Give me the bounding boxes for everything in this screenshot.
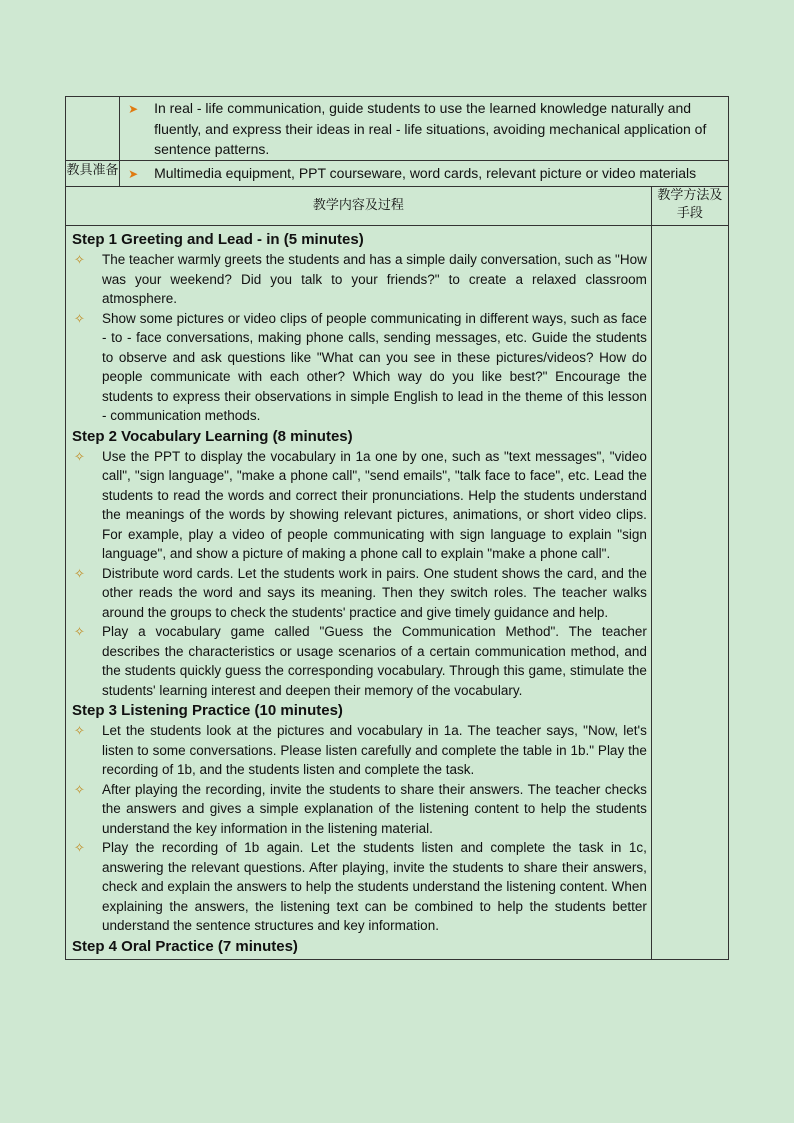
step-title: Step 3 Listening Practice (10 minutes): [72, 702, 343, 719]
step-item-text: Show some pictures or video clips of people communicating in different ways, such as face - to - face conversations, making phone calls, sending messages, etc. Guide the students to observe and ask questions like "What can you see in these pictures/videos? How do people communicate with each other? Which way do you like best?" Encourage the students to express their observations in simple English to lead in the theme of this lesson - communication methods.: [102, 310, 647, 423]
table-header-row: [66, 187, 729, 226]
star-bullet-icon: ✧: [74, 624, 85, 639]
step-item-text: Distribute word cards. Let the students work in pairs. One student shows the card, and the other reads the word and says its meaning. Then they switch roles. The teacher walks around the groups to check the students' practice and give timely guidance and help.: [102, 565, 647, 620]
step-list-item: [72, 447, 647, 564]
materials-label: 教具准备: [66, 160, 120, 187]
arrow-bullet-icon: ➤: [128, 102, 139, 116]
step-list-item: [72, 250, 647, 309]
step-item-text: The teacher warmly greets the students and has a simple daily conversation, such as "How was your weekend? Did you talk to your friends?" to create a relaxed classroom atmosphere.: [102, 252, 647, 306]
arrow-bullet-icon: ➤: [128, 166, 139, 181]
star-bullet-icon: ✧: [74, 723, 85, 738]
method-cell: [651, 226, 728, 960]
star-bullet-icon: ✧: [74, 565, 85, 581]
step-list-item: [72, 309, 647, 426]
steps-container: [66, 226, 651, 959]
step-title: Step 1 Greeting and Lead - in (5 minutes): [72, 231, 364, 248]
lesson-plan-sheet: [65, 96, 729, 960]
step-title: Step 4 Oral Practice (7 minutes): [72, 937, 298, 955]
step-list-item: [72, 838, 647, 936]
materials-text-cell: [120, 160, 729, 187]
content-cell: [66, 226, 652, 960]
star-bullet-icon: ✧: [74, 252, 85, 267]
step-item-text: Play a vocabulary game called "Guess the Communication Method". The teacher describes the characteristics or usage scenarios of a certain communication method, and the students quickly guess the corresponding vocabulary. Through this game, stimulate the students' learning interest and deepen their memory of the vocabulary.: [102, 624, 647, 698]
materials-row: [66, 160, 729, 187]
objectives-label-cell: [66, 97, 120, 161]
content-row: [66, 226, 729, 960]
method-header: 教学方法及手段: [651, 187, 728, 226]
content-header: 教学内容及过程: [66, 187, 652, 226]
objectives-text: In real - life communication, guide students to use the learned knowledge naturally and fluently, and express their ideas in real - life situations, avoiding mechanical application of sentence patterns.: [154, 100, 707, 157]
lesson-plan-table: [65, 96, 729, 960]
step-list-item: [72, 721, 647, 780]
step-item-text: After playing the recording, invite the students to share their answers. The teacher checks the answers and gives a simple explanation of the listening content to help the students understand the key information in the listening material.: [102, 781, 647, 836]
star-bullet-icon: ✧: [74, 310, 85, 326]
materials-text: Multimedia equipment, PPT courseware, word cards, relevant picture or video materials: [154, 164, 697, 181]
objectives-row: [66, 97, 729, 161]
step-list-item: [72, 564, 647, 623]
step-item-text: Play the recording of 1b again. Let the students listen and complete the task in 1c, answering the relevant questions. After playing, invite the students to share their answers, check and explain the answers to help the students understand the listening content. When explaining the answers, the listening text can be combined to help the students better understand the sentence structures and key information.: [102, 840, 647, 933]
star-bullet-icon: ✧: [74, 448, 85, 464]
step-list-item: [72, 780, 647, 839]
star-bullet-icon: ✧: [74, 781, 85, 797]
step-item-text: Use the PPT to display the vocabulary in 1a one by one, such as "text messages", "video call", "sign language", "make a phone call", "send emails", "talk face to face", etc. Lead the students to read the words and correct their pronunciations. Help the students understand the meanings of the words by showing relevant pictures, animations, or short video clips. For example, play a video of people communicating with sign language to explain "sign language", and show a picture of making a phone call to explain "make a phone call".: [102, 448, 647, 561]
step-list-item: [72, 622, 647, 700]
star-bullet-icon: ✧: [74, 840, 85, 855]
objectives-text-cell: [120, 97, 729, 161]
step-title: Step 2 Vocabulary Learning (8 minutes): [72, 427, 353, 445]
step-item-text: Let the students look at the pictures and vocabulary in 1a. The teacher says, "Now, let's listen to some conversations. Please listen carefully and complete the table in 1b." Play the recording of 1b, and the students listen and complete the task.: [102, 723, 647, 777]
